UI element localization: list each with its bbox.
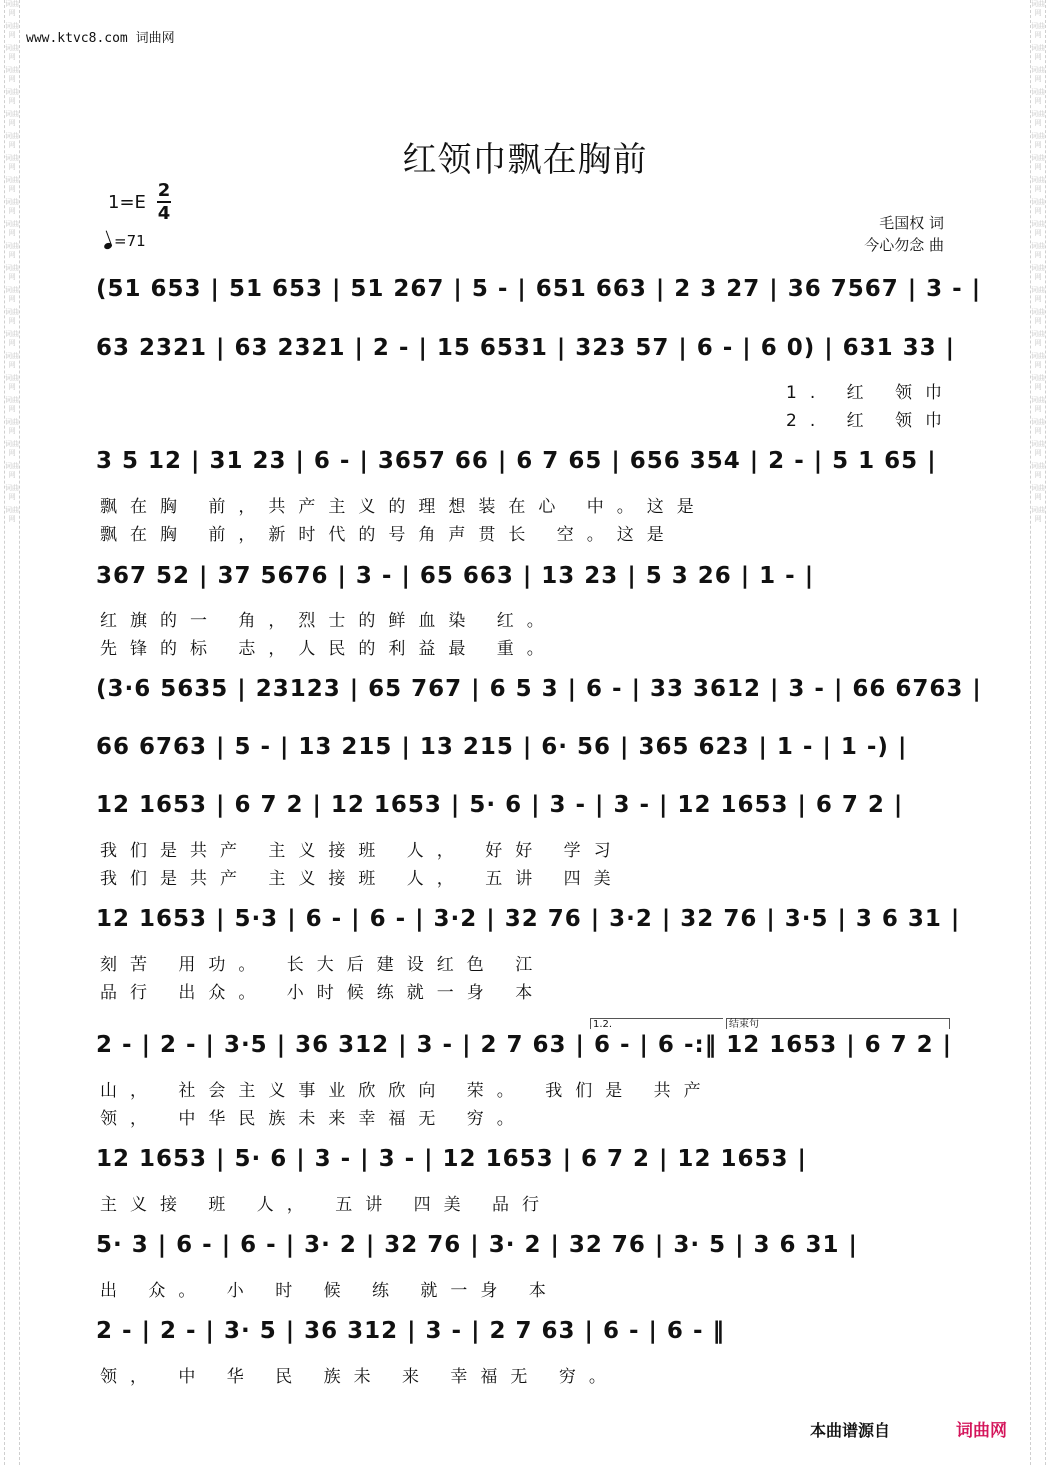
site-url[interactable]: www.ktvc8.com 词曲网 [26,31,175,46]
notation-line-10: 12 1653 | 5· 6 | 3 - | 3 - | 12 1653 | 6 7 2 | 12 1653 | [96,1146,807,1172]
lyric-line-1: 1. 红 领巾 [786,383,956,403]
meter-top: 2 [157,180,171,201]
notation-line-8: 12 1653 | 5·3 | 6 - | 6 - | 3·2 | 32 76 | 3·2 | 32 76 | 3·5 | 3 6 31 | [96,906,961,932]
footer-brand-link[interactable]: 词曲网 [956,1421,1007,1441]
notation-line-2: 63 2321 | 63 2321 | 2 - | 15 6531 | 323 57 | 6 - | 6 0) | 631 33 | [96,335,956,361]
notation-line-9: 2 - | 2 - | 3·5 | 36 312 | 3 - | 2 7 63 | 6 - | 6 -:‖ 12 1653 | 6 7 2 | [96,1032,953,1058]
composer-credit: 今心勿念 曲 [864,236,944,254]
song-title: 红领巾飘在胸前 [402,140,648,180]
time-signature [157,180,171,224]
tempo-marking [104,232,146,250]
lyric-line-7: 我们是共产 主义接班 人， 好好 学习 [100,841,624,861]
lyric-line-15: 领， 中 华 民 族未 来 幸福无 穷。 [100,1367,619,1387]
left-watermark-strip: 词曲网 词曲网 词曲网 词曲网 词曲网 词曲网 词曲网 词曲网 词曲网 词曲网 词曲网 词曲网 词曲网 词曲网 词曲网 词曲网 词曲网 词曲网 词曲网 词曲网 词曲网 词曲网 词曲网 词曲网 [4,0,20,1465]
volta-1-2: 1.2. [590,1018,723,1029]
notation-line-6: 66 6763 | 5 - | 13 215 | 13 215 | 6· 56 | 365 623 | 1 - | 1 -) | [96,734,908,760]
footer-source-text: 本曲谱源自 [810,1421,891,1440]
lyric-line-5: 红旗的一 角，烈士的鲜血染 红。 [100,611,557,631]
lyric-line-9: 刻苦 用功。 长大后建设红色 江 [100,955,546,975]
notation-line-5: (3·6 5635 | 23123 | 65 767 | 6 5 3 | 6 - | 33 3612 | 3 - | 66 6763 | [96,676,982,702]
lyricist-credit: 毛国权 词 [879,214,944,232]
lyric-line-8: 我们是共产 主义接班 人， 五讲 四美 [100,869,624,889]
lyric-line-11: 山， 社会主义事业欣欣向 荣。 我们是 共产 [100,1081,714,1101]
lyric-line-12: 领， 中华民族未来幸福无 穷。 [100,1109,527,1129]
lyric-line-4: 飘在胸 前，新时代的号角声贯长 空。这是 [100,525,677,545]
notation-line-3: 3 5 12 | 31 23 | 6 - | 3657 66 | 6 7 65 | 656 354 | 2 - | 5 1 65 | [96,448,937,474]
key-signature: 1=E [108,192,146,213]
notation-line-11: 5· 3 | 6 - | 6 - | 3· 2 | 32 76 | 3· 2 | 32 76 | 3· 5 | 3 6 31 | [96,1232,858,1258]
quarter-note-icon [103,242,113,250]
lyric-line-6: 先锋的标 志，人民的利益最 重。 [100,639,557,659]
right-watermark-strip: 词曲网 词曲网 词曲网 词曲网 词曲网 词曲网 词曲网 词曲网 词曲网 词曲网 词曲网 词曲网 词曲网 词曲网 词曲网 词曲网 词曲网 词曲网 词曲网 词曲网 词曲网 词曲网 词曲网 词曲网 [1030,0,1046,1465]
notation-line-7: 12 1653 | 6 7 2 | 12 1653 | 5· 6 | 3 - | 3 - | 12 1653 | 6 7 2 | [96,792,904,818]
lyric-line-13: 主义接 班 人， 五讲 四美 品行 [100,1195,553,1215]
lyric-line-10: 品行 出众。 小时候练就一身 本 [100,983,546,1003]
notation-line-1: (51 653 | 51 653 | 51 267 | 5 - | 651 663 | 2 3 27 | 36 7567 | 3 - | [96,276,982,302]
meter-bottom: 4 [157,203,171,224]
lyric-line-2: 2. 红 领巾 [786,411,956,431]
notation-line-4: 367 52 | 37 5676 | 3 - | 65 663 | 13 23 | 5 3 26 | 1 - | [96,563,815,589]
lyric-line-14: 出 众。 小 时 候 练 就一身 本 [100,1281,559,1301]
notation-line-12: 2 - | 2 - | 3· 5 | 36 312 | 3 - | 2 7 63 | 6 - | 6 - ‖ [96,1318,725,1344]
lyric-line-3: 飘在胸 前，共产主义的理想装在心 中。这是 [100,497,707,517]
tempo-value: =71 [114,232,146,250]
volta-ending: 结束句 [726,1018,950,1029]
